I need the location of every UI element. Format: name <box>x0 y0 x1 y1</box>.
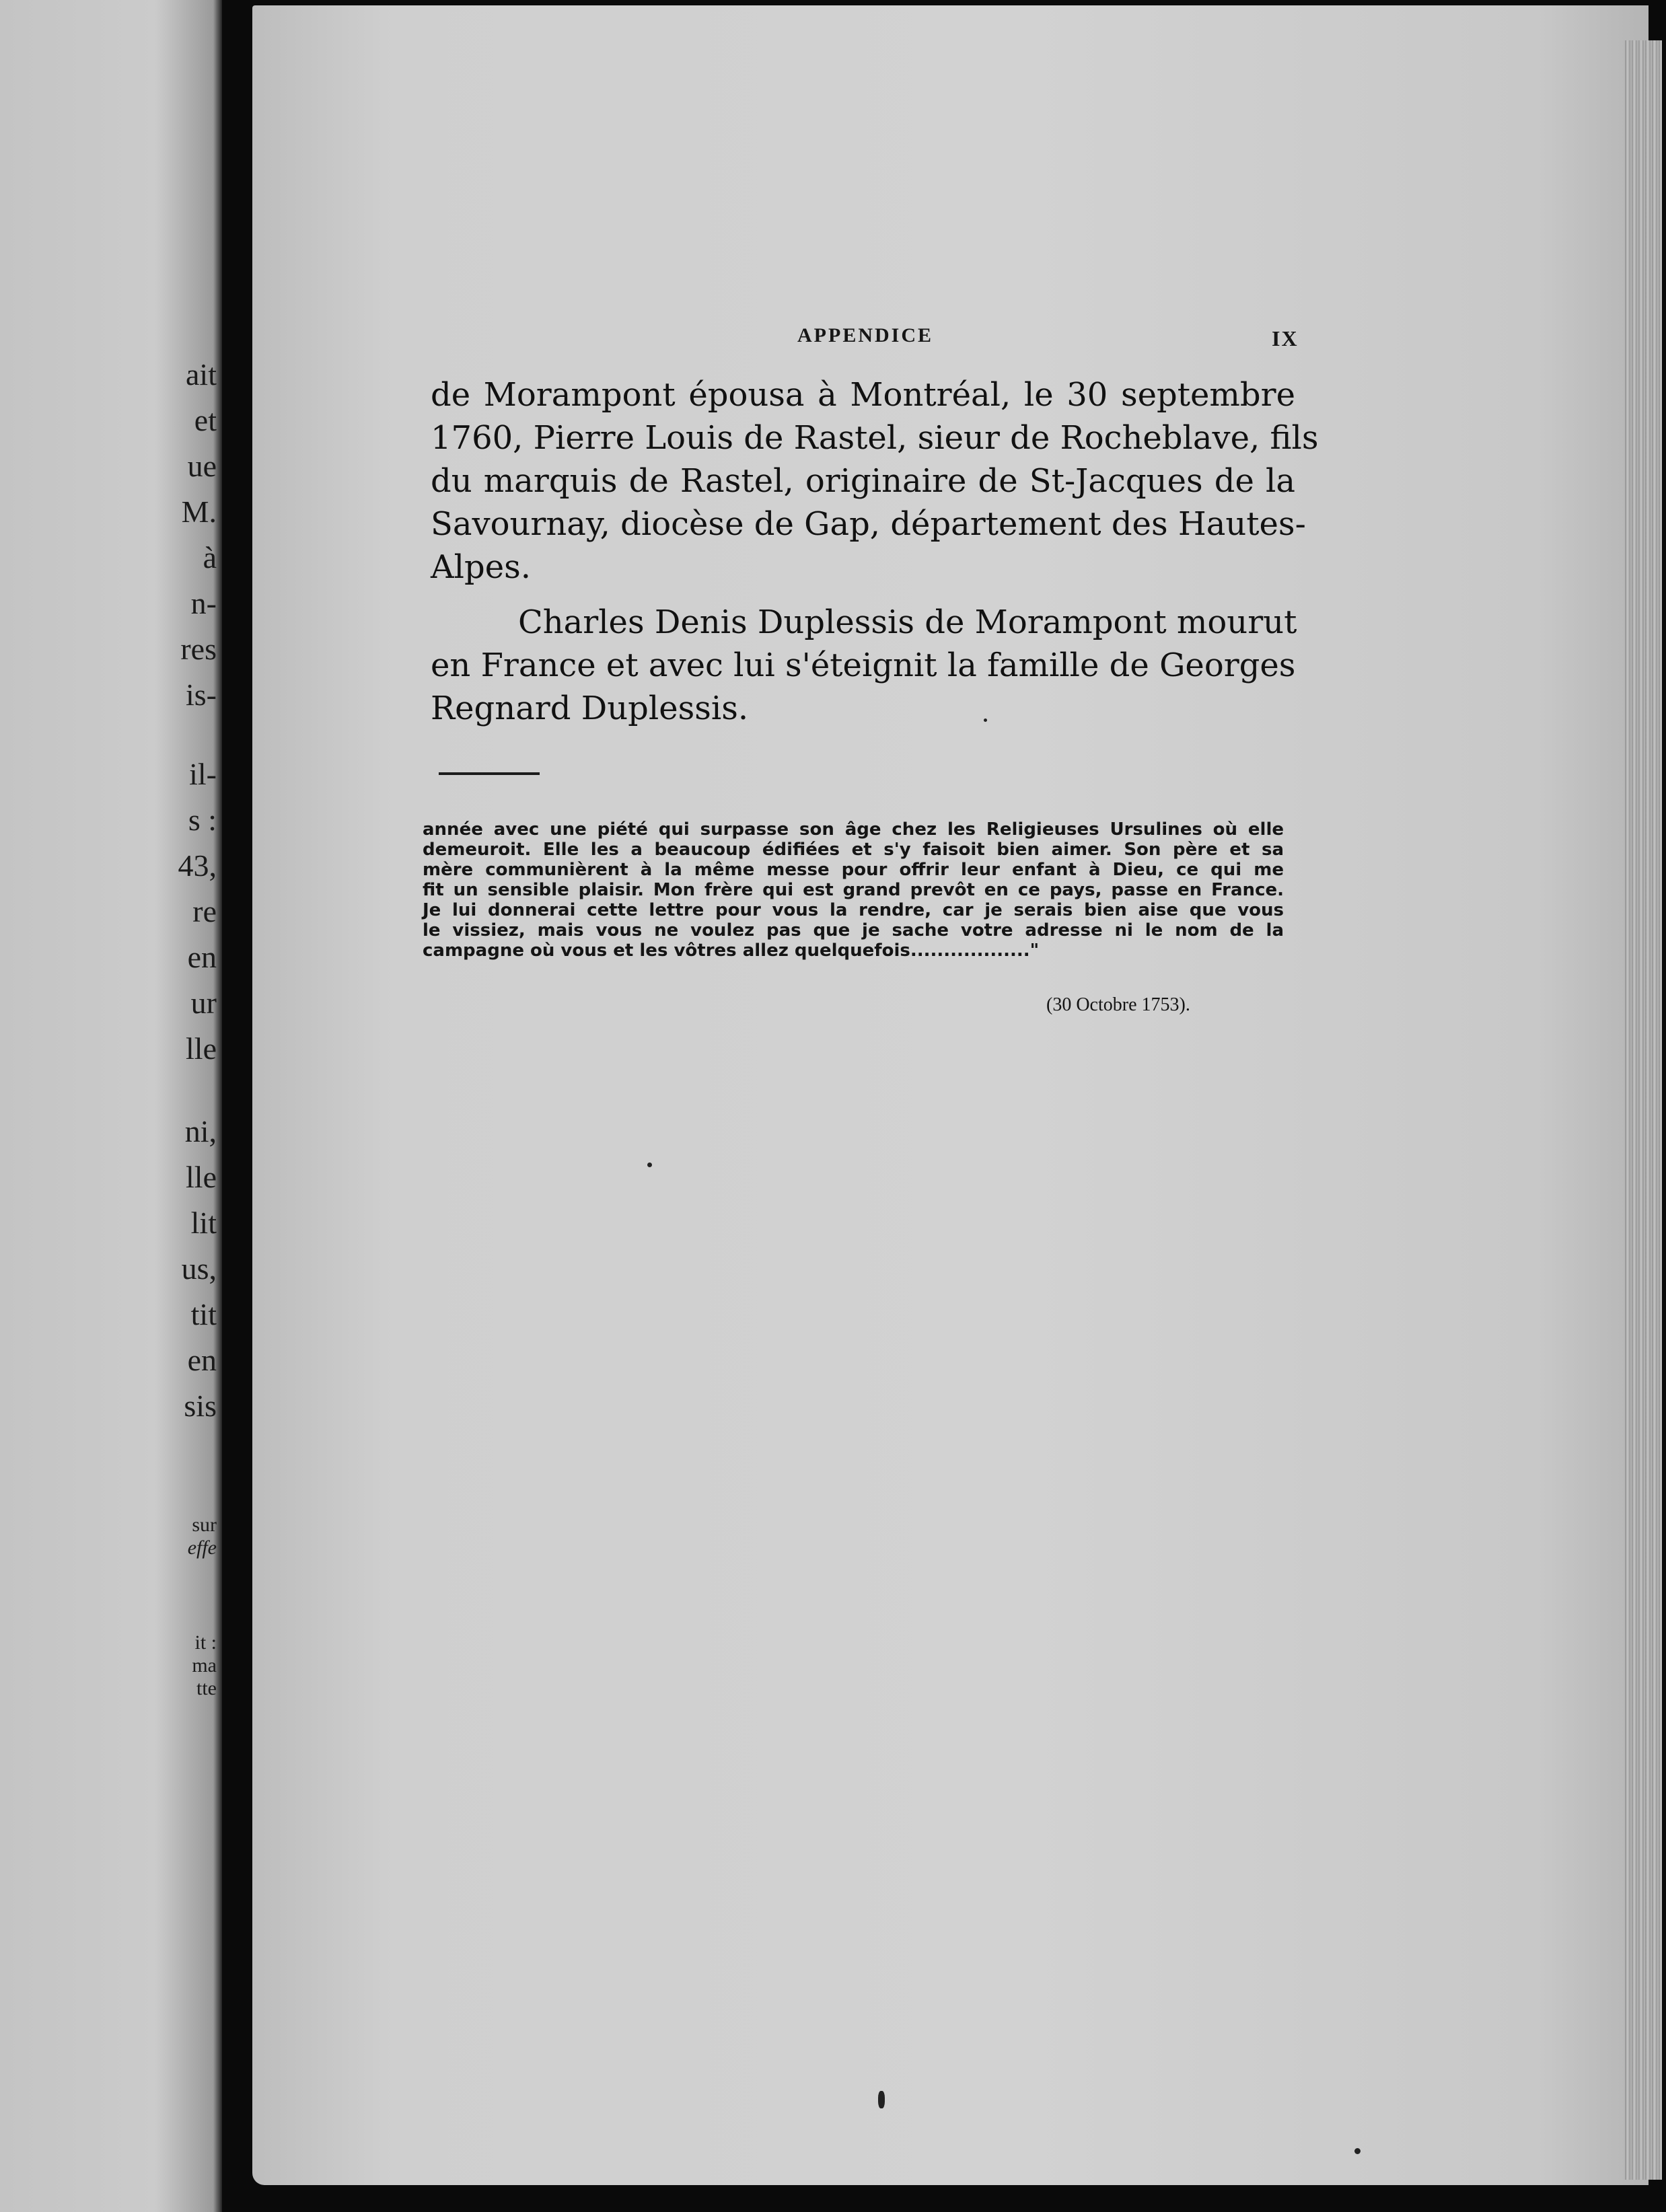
previous-page-line: us, <box>181 1251 217 1286</box>
previous-page-line: M. <box>181 494 217 529</box>
previous-page-line: s : <box>188 803 217 837</box>
previous-page-line: sis <box>184 1389 217 1423</box>
previous-page-line: lle <box>186 1031 217 1066</box>
previous-page-line: ue <box>187 449 217 483</box>
previous-page-line: ma <box>192 1654 217 1676</box>
footnote-line: année avec une piété qui surpasse son âge chez les Religieuses Ursulines où elle <box>423 819 1284 840</box>
previous-page-line: et <box>194 403 217 437</box>
body-line: 1760, Pierre Louis de Rastel, sieur de Rocheblave, fils <box>431 419 1319 457</box>
previous-page-line: à <box>203 540 217 575</box>
footnote-line: fit un sensible plaisir. Mon frère qui est grand prevôt en ce pays, passe en France. <box>423 880 1284 900</box>
footnote-date: (30 Octobre 1753). <box>1046 994 1190 1015</box>
body-line: Regnard Duplessis. <box>431 690 749 727</box>
footnote-line: le vissiez, mais vous ne voulez pas que je sache votre adresse ni le nom de la <box>423 920 1284 941</box>
previous-page-line: tit <box>190 1297 217 1331</box>
body-line: en France et avec lui s'éteignit la famille de Georges <box>431 647 1296 684</box>
previous-page-line: 43, <box>178 848 217 883</box>
previous-page-line: en <box>187 940 217 974</box>
footnote-line: Je lui donnerai cette lettre pour vous la rendre, car je serais bien aise que vous <box>423 900 1284 920</box>
paragraph-gap <box>431 589 1295 601</box>
previous-page-line: ait <box>186 357 217 392</box>
body-line: de Morampont épousa à Montréal, le 30 septembre <box>431 376 1295 414</box>
previous-page-line: en <box>187 1343 217 1377</box>
previous-page-line: lle <box>186 1160 217 1194</box>
dust-speck <box>984 718 987 722</box>
body-text <box>431 373 1319 730</box>
previous-page-line: n- <box>190 586 217 620</box>
previous-page-line: effe <box>187 1537 217 1559</box>
body-line: Alpes. <box>431 548 532 586</box>
footnote-line: campagne où vous et les vôtres allez quelquefois.................." <box>423 941 1040 961</box>
body-line: Savournay, diocèse de Gap, département des Hautes- <box>431 505 1306 543</box>
dust-speck <box>878 2091 885 2108</box>
dust-speck <box>647 1163 652 1167</box>
previous-page-line: tte <box>196 1677 217 1699</box>
footnote-line: demeuroit. Elle les a beaucoup édifiées et s'y faisoit bien aimer. Son père et sa <box>423 840 1284 860</box>
previous-page-line: lit <box>190 1206 217 1240</box>
previous-page-line: re <box>192 894 217 928</box>
footnote <box>423 819 1284 961</box>
page-edges <box>1625 40 1662 2180</box>
footnote-separator-rule <box>439 772 540 775</box>
body-line: du marquis de Rastel, originaire de St-Jacques de la <box>431 462 1295 500</box>
book-page <box>252 5 1649 2185</box>
previous-page-line: il- <box>189 757 217 791</box>
footnote-line: mère communièrent à la même messe pour offrir leur enfant à Dieu, ce qui me <box>423 860 1284 880</box>
previous-page-fragment <box>0 0 222 2212</box>
previous-page-line: it : <box>194 1631 217 1654</box>
previous-page-line: ur <box>190 986 217 1020</box>
previous-page-line: is- <box>186 677 217 712</box>
previous-page-line: sur <box>192 1514 217 1536</box>
running-head: APPENDICE <box>797 324 934 346</box>
previous-page-line: res <box>180 632 217 666</box>
dust-speck <box>1354 2148 1361 2154</box>
page-number: IX <box>1272 326 1299 351</box>
body-line: Charles Denis Duplessis de Morampont mourut <box>518 603 1297 641</box>
previous-page-line: ni, <box>184 1114 217 1148</box>
